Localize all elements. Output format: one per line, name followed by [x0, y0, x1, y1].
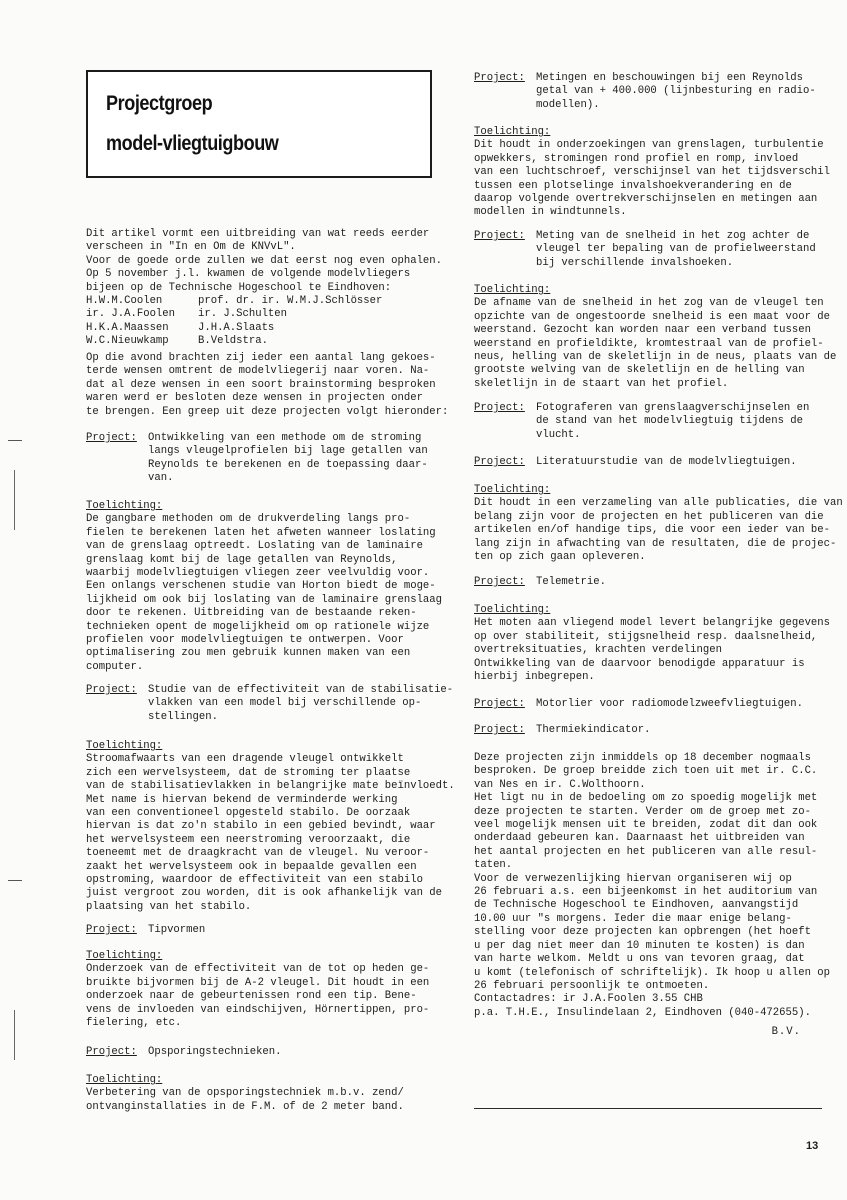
- attendee-name: prof. dr. ir. W.M.J.Schlösser: [198, 295, 383, 307]
- attendee-name: H.K.A.Maassen: [86, 321, 169, 334]
- text-line: Studie van de effectiviteit van de stabilisatie-: [148, 684, 454, 696]
- text-line: grootste welving van de skeletlijn en de helling van: [474, 364, 805, 377]
- project-label: Project:: [474, 456, 525, 468]
- text-line: fielen te berekenen laten het afweten wanneer loslating: [86, 526, 436, 539]
- text-line: stelling voor deze projecten kan opbrengen (het hoeft: [474, 926, 811, 939]
- text-line: p.a. T.H.E., Insulindelaan 2, Eindhoven (040-472655).: [474, 1006, 811, 1019]
- text-line: Een onlangs verschenen studie van Horton biedt de moge-: [86, 580, 436, 593]
- toelichting-heading: Toelichting:: [474, 284, 551, 296]
- project-label: Project:: [474, 576, 525, 588]
- text-line: taten.: [474, 859, 513, 872]
- text-line: Fotograferen van grenslaagverschijnselen en: [536, 402, 810, 414]
- project-description: [148, 924, 205, 937]
- text-line: Voor de goede orde zullen we dat eerst nog even ophalen.: [86, 254, 443, 267]
- text-line: profielen voor modelvliegtuigen te ontwerpen. Voor: [86, 634, 404, 647]
- text-line: overtreksituaties, krachten verdelingen: [474, 644, 722, 657]
- text-line: van harte welkom. Meldt u ons van tevoren graag, dat: [474, 953, 805, 966]
- text-line: lang zijn in afwachting van de resultaten, die de projec-: [474, 537, 837, 550]
- text-line: skeletlijn in de staart van het profiel.: [474, 377, 729, 390]
- text-line: Motorlier voor radiomodelzweefvliegtuigen.: [536, 698, 804, 710]
- attendee-name: H.W.M.Coolen: [86, 295, 163, 307]
- text-line: modellen in windtunnels.: [474, 206, 627, 219]
- project-description: [536, 724, 650, 737]
- toelichting-heading: Toelichting:: [86, 740, 163, 752]
- text-line: plaatsing van het stabilo.: [86, 900, 252, 913]
- text-line: weerstand en profieldikte, kromtestraal van de profiel-: [474, 337, 824, 350]
- text-line: zaakt het wervelsysteem ook in bepaalde gevallen een: [86, 860, 417, 873]
- project-label: Project:: [86, 924, 137, 936]
- text-line: Op die avond brachten zij ieder een aantal lang gekoes-: [86, 352, 436, 364]
- attendee-row: [86, 295, 434, 308]
- text-line: door te rekenen. Uitbreiding van de bestaande reken-: [86, 607, 417, 620]
- text-line: Meting van de snelheid in het zog achter de: [536, 230, 810, 242]
- intro-paragraph-2: [86, 352, 449, 419]
- text-line: Voor de verwezenlijking hiervan organiseren wij op: [474, 872, 792, 885]
- text-line: ontvanginstallaties in de F.M. of de 2 meter band.: [86, 1100, 404, 1113]
- text-line: Ontwikkeling van de daarvoor benodigde apparatuur is: [474, 657, 805, 670]
- attendee-name: J.H.A.Slaats: [198, 321, 275, 334]
- attendee-row: [86, 308, 434, 321]
- toelichting-block: [474, 126, 831, 220]
- text-line: Metingen en beschouwingen bij een Reynolds: [536, 72, 804, 84]
- toelichting-block: [474, 604, 831, 684]
- text-line: van een conventioneel opgesteld stabilo. De oorzaak: [86, 807, 411, 820]
- project-label: Project:: [474, 698, 525, 710]
- text-line: opzichte van de ongestoorde snelheid is een maat voor de: [474, 310, 831, 323]
- intro-paragraph: [86, 228, 443, 295]
- toelichting-block: [474, 484, 843, 564]
- project-description: [536, 456, 797, 469]
- project-label: Project:: [474, 230, 525, 242]
- text-line: Tipvormen: [148, 924, 206, 936]
- text-line: Literatuurstudie van de modelvliegtuigen.: [536, 456, 797, 468]
- text-line: deze projecten te starten. Verder om de groep met zo-: [474, 805, 811, 818]
- text-line: Deze projecten zijn inmiddels op 18 december nogmaals: [474, 752, 811, 764]
- text-line: toeneemt met de draagkracht van de vleugel. Nu veroor-: [86, 847, 430, 860]
- text-line: De afname van de snelheid in het zog van de vleugel ten: [474, 297, 824, 310]
- margin-mark: [8, 880, 22, 881]
- attendee-name: B.Veldstra.: [198, 335, 268, 348]
- text-line: hiervan is dat zo'n stabilo in een gebied bevindt, waar: [86, 820, 436, 833]
- text-line: Opsporingstechnieken.: [148, 1046, 282, 1058]
- attendee-name: ir. J.A.Foolen: [86, 308, 176, 321]
- footer-rule: [474, 1108, 822, 1109]
- attendee-name: ir. J.Schulten: [198, 308, 288, 321]
- text-line: Dit houdt in onderzoekingen van grenslagen, turbulentie: [474, 139, 824, 152]
- text-line: vlucht.: [536, 428, 581, 441]
- text-line: 26 februari persoonlijk te ontmoeten.: [474, 979, 710, 992]
- text-line: Thermiekindicator.: [536, 724, 651, 736]
- text-line: artikelen en/of handige tips, die voor een ieder van be-: [474, 524, 831, 537]
- text-line: Dit artikel vormt een uitbreiding van wat reeds eerder: [86, 228, 430, 240]
- text-line: bijeen op de Technische Hogeschool te Eindhoven:: [86, 281, 392, 294]
- text-line: Dit houdt in een verzameling van alle publicaties, die van: [474, 497, 843, 510]
- text-line: besproken. De groep breidde zich toen uit met ir. C.C.: [474, 765, 818, 778]
- toelichting-heading: Toelichting:: [86, 950, 163, 962]
- text-line: Verbetering van de opsporingstechniek m.b.v. zend/: [86, 1087, 404, 1100]
- text-line: tussen een plotselinge invalshoekverandering en de: [474, 179, 792, 192]
- project-label: Project:: [474, 72, 525, 84]
- text-line: stellingen.: [148, 710, 218, 723]
- author-initials: B.V.: [771, 1026, 801, 1038]
- text-line: waarbij modelvliegtuigen vliegen zeer veelvuldig voor.: [86, 567, 430, 580]
- text-line: technieken opent de mogelijkheid om op rationele wijze: [86, 620, 430, 633]
- text-line: veel mogelijk mensen uit te breiden, zodat dit dan ook: [474, 819, 818, 832]
- text-line: onderdaad gebeuren kan. Daarnaast het uitbreiden van: [474, 832, 805, 845]
- text-line: optimalisering zou men gebruik kunnen maken van een: [86, 647, 411, 660]
- margin-tick: [14, 470, 15, 530]
- text-line: opwekkers, stromingen rond profiel en romp, invloed: [474, 152, 799, 165]
- project-label: Project:: [86, 684, 137, 696]
- margin-tick: [14, 1010, 15, 1060]
- toelichting-block: [474, 284, 837, 391]
- text-line: op over stabiliteit, stijgsnelheid resp. daalsnelheid,: [474, 630, 818, 643]
- text-line: onderzoek naar de gebeurtenissen rond een tip. Bene-: [86, 990, 417, 1003]
- toelichting-heading: Toelichting:: [86, 500, 163, 512]
- text-line: de Technische Hogeschool te Eindhoven, aanvangstijd: [474, 899, 799, 912]
- page-number: 13: [806, 1140, 819, 1152]
- text-line: Contactadres: ir J.A.Foolen 3.55 CHB: [474, 993, 703, 1006]
- text-line: dat al deze wensen in een soort brainstorming besproken: [86, 378, 436, 391]
- text-line: de stand van het modelvliegtuig tijdens de: [536, 415, 804, 428]
- project-label: Project:: [474, 724, 525, 736]
- attendee-row: [86, 322, 434, 335]
- toelichting-block: [86, 740, 455, 914]
- text-line: Het ligt nu in de bedoeling om zo spoedig mogelijk met: [474, 792, 818, 805]
- text-line: verscheen in "In en Om de KNVvL".: [86, 241, 296, 254]
- text-line: van de grenslaag optreedt. Loslating van de laminaire: [86, 540, 423, 553]
- project-description: [536, 72, 816, 112]
- closing-paragraph: [474, 752, 831, 1020]
- project-description: [148, 432, 428, 486]
- text-line: Met name is hiervan bekend de verminderde werking: [86, 793, 398, 806]
- text-line: van een luchtschroef, verschijnsel van het tijdsverschil: [474, 166, 831, 179]
- text-line: Ontwikkeling van een methode om de stroming: [148, 432, 422, 444]
- text-line: grenslaag komt bij de lage getallen van Reynolds,: [86, 553, 398, 566]
- text-line: vens de invloeden van eindschijven, Hörnertippen, pro-: [86, 1003, 430, 1016]
- attendee-name: W.C.Nieuwkamp: [86, 335, 169, 348]
- text-line: Reynolds te berekenen en de toepassing daar-: [148, 458, 428, 471]
- attendee-row: [86, 335, 434, 348]
- text-line: Het moten aan vliegend model levert belangrijke gegevens: [474, 617, 831, 630]
- project-label: Project:: [86, 432, 137, 444]
- article-title-line-2: model-vliegtuigbouw: [106, 132, 279, 155]
- text-line: van de stabilisatievlakken in belangrijke mate beïnvloedt.: [86, 780, 455, 793]
- text-line: 26 februari a.s. een bijeenkomst in het auditorium van: [474, 886, 818, 899]
- toelichting-heading: Toelichting:: [474, 484, 551, 496]
- article-title-line-1: Projectgroep: [106, 92, 213, 115]
- text-line: 10.00 uur "s morgens. Ieder die maar enige belang-: [474, 912, 792, 925]
- text-line: neus, helling van de skeletlijn in de neus, plaats van de: [474, 351, 837, 364]
- text-line: langs vleugelprofielen bij lage getallen van: [148, 445, 428, 458]
- text-line: hierbij inbegrepen.: [474, 671, 595, 684]
- text-line: terde wensen omtrent de modelvliegerij naar voren. Na-: [86, 365, 430, 378]
- toelichting-heading: Toelichting:: [474, 126, 551, 138]
- project-description: [148, 684, 453, 724]
- text-line: getal van + 400.000 (lijnbesturing en radio-: [536, 85, 816, 98]
- toelichting-heading: Toelichting:: [474, 604, 551, 616]
- text-line: computer.: [86, 660, 144, 673]
- text-line: belang zijn voor de projecten en het publiceren van die: [474, 510, 824, 523]
- text-line: Stroomafwaarts van een dragende vleugel ontwikkelt: [86, 753, 404, 766]
- text-line: Op 5 november j.l. kwamen de volgende modelvliegers: [86, 268, 411, 281]
- text-line: vlakken van een model bij verschillende op-: [148, 697, 422, 710]
- margin-mark: [8, 440, 22, 441]
- text-line: fielering, etc.: [86, 1017, 182, 1030]
- text-line: bruikte bijvormen bij de A-2 vleugel. Dit houdt in een: [86, 976, 430, 989]
- toelichting-block: [86, 950, 434, 1030]
- text-line: ten op zich gaan opleveren.: [474, 551, 646, 564]
- project-label: Project:: [474, 402, 525, 414]
- project-description: [536, 230, 816, 270]
- text-line: van Nes en ir. C.Wolthoorn.: [474, 778, 646, 791]
- toelichting-block: [86, 500, 443, 674]
- text-line: u komt (telefonisch of schriftelijk). Ik hoop u allen op: [474, 966, 831, 979]
- text-line: vleugel ter bepaling van de profielweerstand: [536, 243, 816, 256]
- text-line: bij verschillende invalshoeken.: [536, 256, 734, 269]
- project-description: [536, 576, 606, 589]
- toelichting-block: [86, 1074, 434, 1114]
- title-box: [86, 70, 432, 178]
- attendee-list: [86, 295, 434, 349]
- text-line: het wervelsysteem een neerstroming veroorzaakt, die: [86, 833, 411, 846]
- text-line: te brengen. Een greep uit deze projecten volgt hieronder:: [86, 405, 449, 418]
- text-line: opstroming, waardoor de effectiviteit van een stabilo: [86, 874, 423, 887]
- toelichting-heading: Toelichting:: [86, 1074, 163, 1086]
- project-description: [536, 698, 803, 711]
- text-line: van.: [148, 472, 174, 485]
- text-line: Onderzoek van de effectiviteit van de tot op heden ge-: [86, 963, 430, 976]
- text-line: daarop volgende overtrekverschijnselen en metingen aan: [474, 193, 818, 206]
- text-line: juist vergroot zou worden, dit is ook afhankelijk van de: [86, 887, 443, 900]
- text-line: modellen).: [536, 98, 600, 111]
- project-description: [148, 1046, 282, 1059]
- text-line: u per dag niet meer dan 10 minuten te kosten) is dan: [474, 939, 805, 952]
- text-line: zich een wervelsysteem, dat de stroming ter plaatse: [86, 766, 411, 779]
- text-line: waren werd er besloten deze wensen in projecten onder: [86, 392, 423, 405]
- text-line: lijkheid om ook bij loslating van de laminaire grenslaag: [86, 593, 443, 606]
- text-line: De gangbare methoden om de drukverdeling langs pro-: [86, 513, 411, 526]
- text-line: het aantal projecten en het publiceren van alle resul-: [474, 845, 818, 858]
- text-line: Telemetrie.: [536, 576, 606, 588]
- text-line: weerstand. Gezocht kan worden naar een verband tussen: [474, 324, 811, 337]
- project-description: [536, 402, 809, 442]
- project-label: Project:: [86, 1046, 137, 1058]
